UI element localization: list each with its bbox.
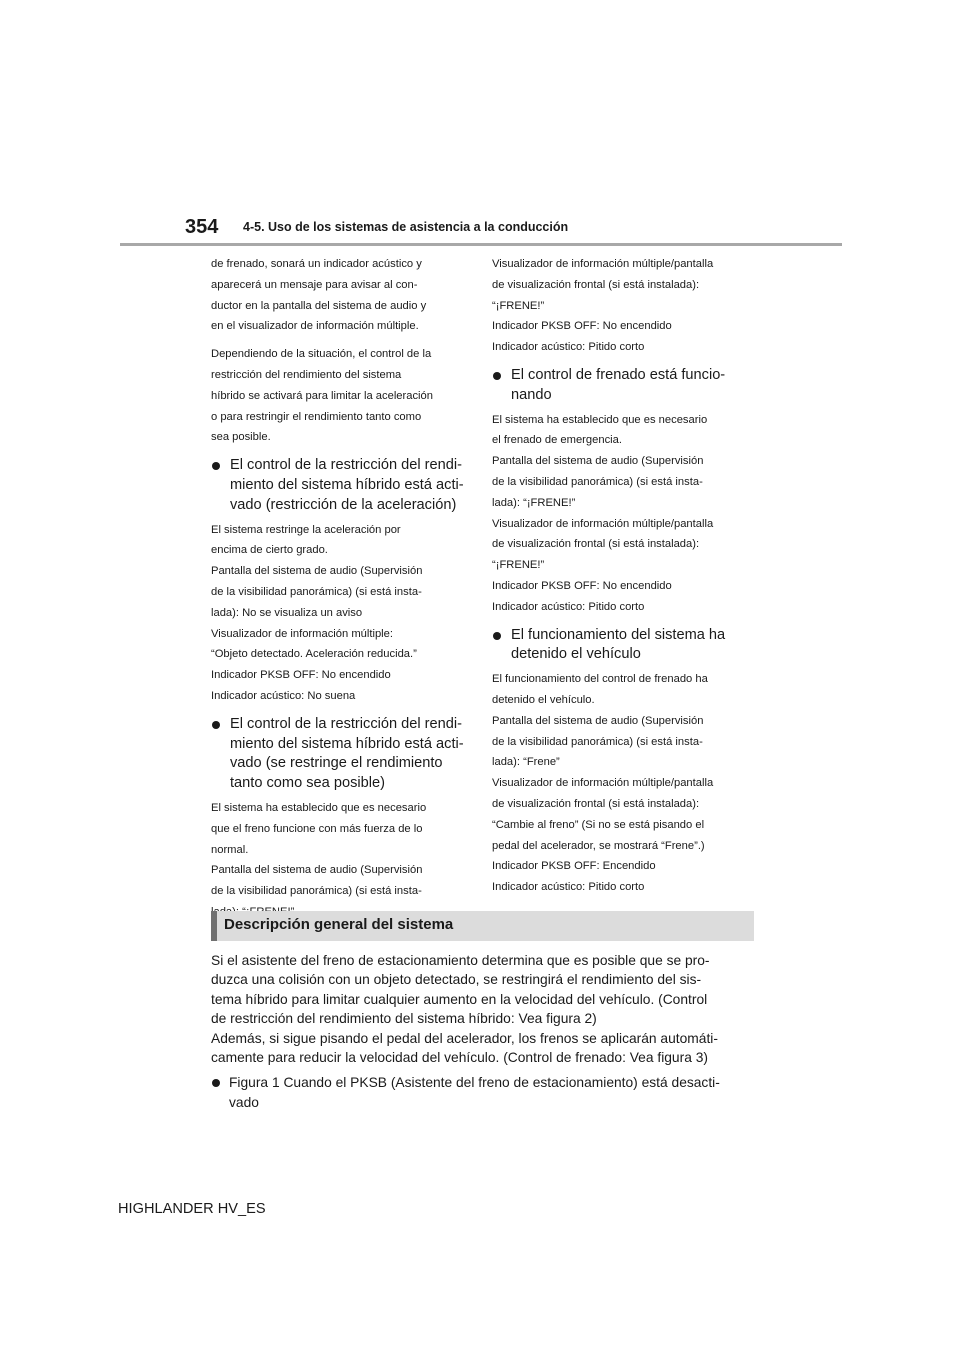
text-line: tema híbrido para limitar cualquier aumento en la velocidad del vehículo. (Control [211,991,708,1007]
text-line: aparecerá un mensaje para avisar al con- [211,278,418,291]
paragraph: Indicador acústico: Pitido corto [492,881,645,894]
text-line: El sistema ha establecido que es necesario [211,801,427,814]
bullet-heading [492,626,746,666]
text-line: de la visibilidad panorámica) (si está insta- [492,735,703,748]
paragraph [211,951,754,1067]
text-line: encima de cierto grado. [211,544,328,557]
text-line: Visualizador de información múltiple: [211,627,393,640]
page-number: 354 [185,216,219,238]
paragraph [492,514,746,576]
text-line: vado (restricción de la aceleración) [230,496,457,513]
bullet-item [211,1073,754,1112]
paragraph [211,798,465,860]
text-line: sea posible. [211,431,271,444]
text-line: Visualizador de información múltiple/pantalla [492,258,714,270]
paragraph [211,254,465,337]
text-line: Pantalla del sistema de audio (Supervisión [492,455,704,468]
paragraph [211,520,465,562]
section-title: 4-5. Uso de los sistemas de asistencia a la conducción [243,220,569,234]
paragraph: Indicador acústico: Pitido corto [492,341,645,354]
text-line: Visualizador de información múltiple/pantalla [492,517,714,530]
section-header-title: Descripción general del sistema [224,916,454,933]
paragraph [211,624,465,666]
text-line: miento del sistema híbrido está acti- [230,476,464,493]
text-line: Si el asistente del freno de estacionamiento determina que es posible que se pro- [211,953,710,968]
text-line: vado [229,1094,259,1110]
text-line: Además, si sigue pisando el pedal del acelerador, los frenos se aplicarán automáti- [211,1030,718,1046]
footer-model-name: HIGHLANDER HV_ES [118,1201,266,1217]
text-line: que el freno funcione con más fuerza de lo [211,822,423,835]
text-line: de la visibilidad panorámica) (si está insta- [211,585,422,598]
bullet-icon [212,1079,220,1087]
text-line: de restricción del rendimiento del sistema híbrido: Vea figura 2) [211,1011,597,1027]
text-line: restricción del rendimiento del sistema [211,368,402,381]
text-line: nando [511,386,552,403]
paragraph: Indicador PKSB OFF: No encendido [492,579,672,592]
text-line: Pantalla del sistema de audio (Supervisión [211,864,423,877]
paragraph [492,254,746,316]
text-line: detenido el vehículo. [492,693,595,706]
bullet-icon [212,721,220,729]
paragraph: Indicador PKSB OFF: No encendido [492,320,672,333]
text-line: detenido el vehículo [511,646,641,663]
text-line: “Cambie al freno” (Si no se está pisando el [492,818,705,831]
paragraph [492,773,746,856]
paragraph: Indicador PKSB OFF: No encendido [211,669,391,682]
bullet-icon [493,632,501,640]
text-line: “¡FRENE!” [492,559,545,572]
bullet-icon [493,372,501,380]
text-line: El control de frenado está funcio- [511,366,726,383]
text-line: lada): “¡FRENE!” [492,496,576,509]
text-line: lada): No se visualiza un aviso [211,606,363,619]
system-overview-body [211,951,754,1112]
text-line: El control de la restricción del rendi- [230,715,462,732]
text-line: el frenado de emergencia. [492,434,622,447]
text-line: de la visibilidad panorámica) (si está insta- [492,475,703,488]
text-line: El funcionamiento del sistema ha [511,626,726,643]
paragraph [492,410,746,452]
paragraph [211,561,465,623]
text-line: de visualización frontal (si está instalada): [492,797,700,810]
text-line: en el visualizador de información múltiple. [211,320,419,333]
text-line: ductor en la pantalla del sistema de audio y [211,299,427,312]
text-line: o para restringir el rendimiento tanto como [211,410,422,423]
bullet-heading [211,715,465,794]
paragraph: Indicador acústico: Pitido corto [492,600,645,613]
text-line: Pantalla del sistema de audio (Supervisión [211,565,423,578]
text-line: de visualización frontal (si está instalada): [492,278,700,291]
text-line: pedal del acelerador, se mostrará “Frene”.) [492,839,705,852]
text-line: normal. [211,843,249,856]
text-line: miento del sistema híbrido está acti- [230,735,464,752]
section-header-accent [211,911,217,941]
paragraph [492,711,746,773]
text-line: Figura 1 Cuando el PKSB (Asistente del freno de estacionamiento) está desacti- [229,1075,720,1091]
text-line: Visualizador de información múltiple/pantalla [492,777,714,790]
section-header-bar [211,911,754,941]
paragraph: Indicador PKSB OFF: Encendido [492,860,656,873]
paragraph: Indicador acústico: No suena [211,689,356,702]
text-line: Dependiendo de la situación, el control de la [211,348,432,361]
text-line: tanto como sea posible) [230,775,385,792]
text-line: El sistema ha establecido que es necesario [492,413,708,426]
text-line: El funcionamiento del control de frenado ha [492,673,708,686]
paragraph [492,451,746,513]
text-line: de la visibilidad panorámica) (si está insta- [211,885,422,898]
text-line: duzca una colisión con un objeto detectado, se restringirá el rendimiento del sis- [211,972,702,988]
left-column [211,254,465,923]
text-line: camente para reducir la velocidad del vehículo. (Control de frenado: Vea figura 3) [211,1050,708,1066]
text-line: El sistema restringe la aceleración por [211,523,401,536]
text-line: El control de la restricción del rendi- [230,457,462,474]
text-line: lada): “Frene” [492,756,560,769]
text-line: vado (se restringe el rendimiento [230,755,443,772]
paragraph [211,344,465,448]
text-line: de frenado, sonará un indicador acústico y [211,258,422,270]
header-divider [120,243,842,246]
right-column [492,254,746,898]
text-line: “¡FRENE!” [492,299,545,312]
text-line: Pantalla del sistema de audio (Supervisión [492,714,704,727]
text-line: “Objeto detectado. Aceleración reducida.” [211,648,417,661]
bullet-icon [212,462,220,470]
text-line: de visualización frontal (si está instalada): [492,538,700,551]
bullet-heading [211,456,465,515]
bullet-heading [492,366,746,406]
paragraph [492,669,746,711]
text-line: híbrido se activará para limitar la aceleración [211,389,433,402]
